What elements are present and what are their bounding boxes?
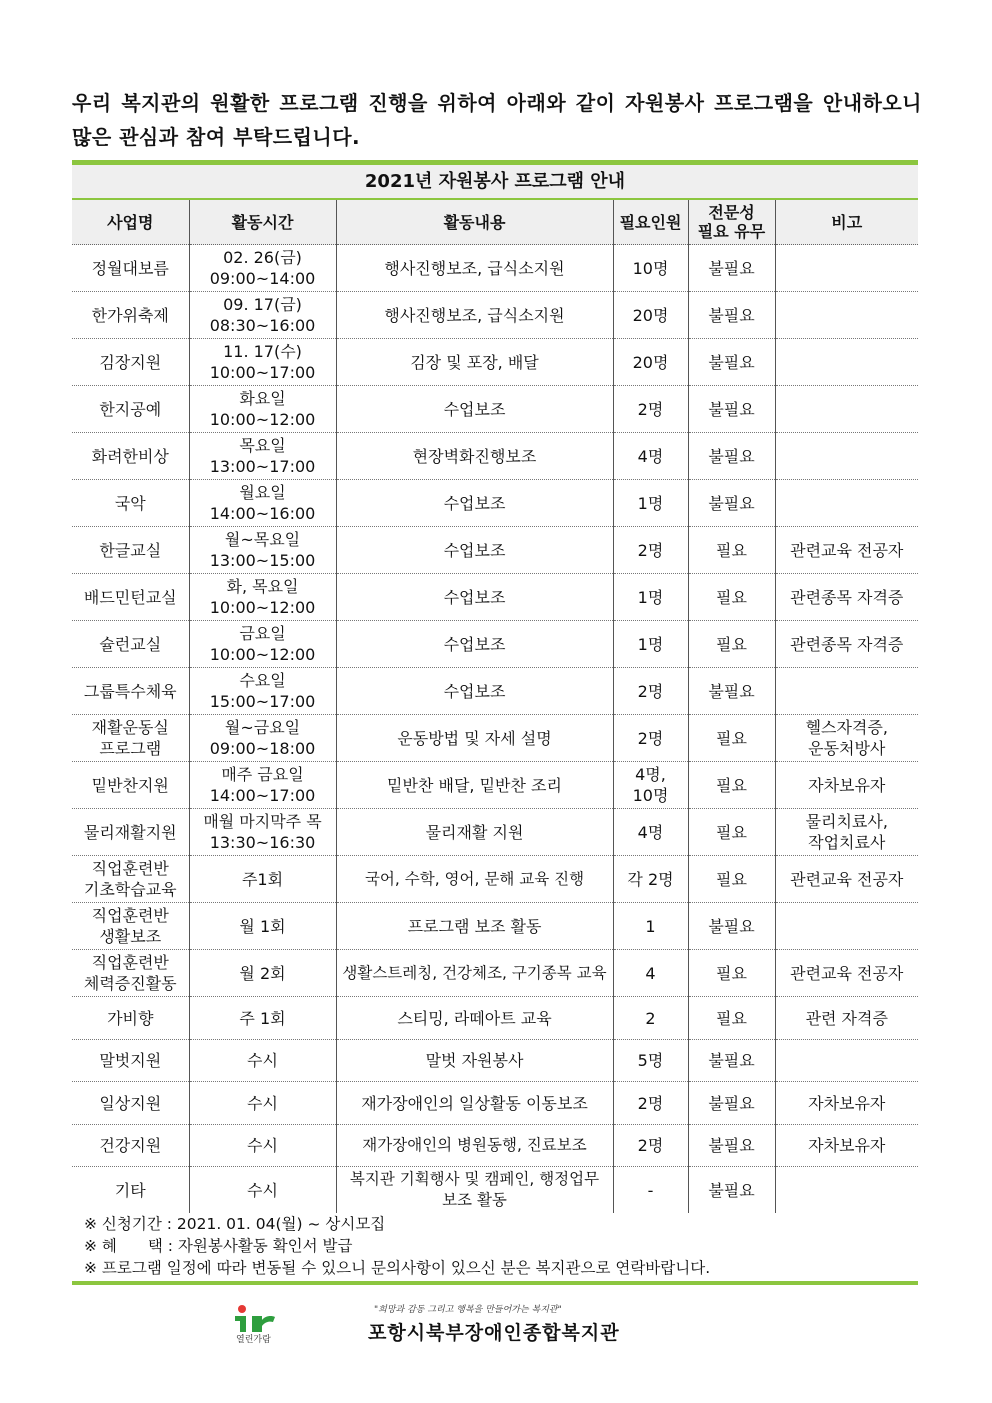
cell-content: 행사진행보조, 급식소지원 [336, 292, 613, 339]
cell-name: 직업훈련반 기초학습교육 [72, 856, 189, 903]
cell-time: 09. 17(금) 08:30~16:00 [189, 292, 336, 339]
program-table-container [72, 160, 918, 1213]
cell-people: 4명, 10명 [613, 762, 688, 809]
table-row [72, 1125, 918, 1167]
cell-name: 직업훈련반 생활보조 [72, 903, 189, 950]
cell-note: 자차보유자 [775, 762, 918, 809]
cell-people: 4 [613, 950, 688, 997]
cell-time: 화요일 10:00~12:00 [189, 386, 336, 433]
table-row [72, 621, 918, 668]
table-row [72, 1082, 918, 1125]
cell-time: 수시 [189, 1167, 336, 1214]
cell-expert: 필요 [688, 950, 775, 997]
cell-content: 행사진행보조, 급식소지원 [336, 245, 613, 292]
cell-note [775, 480, 918, 527]
cell-time: 11. 17(수) 10:00~17:00 [189, 339, 336, 386]
table-row [72, 856, 918, 903]
cell-expert: 필요 [688, 574, 775, 621]
cell-note: 관련종목 자격증 [775, 621, 918, 668]
cell-note [775, 433, 918, 480]
cell-name: 국악 [72, 480, 189, 527]
cell-content: 밑반찬 배달, 밑반찬 조리 [336, 762, 613, 809]
cell-name: 한가위축제 [72, 292, 189, 339]
cell-content: 수업보조 [336, 480, 613, 527]
cell-people: 1명 [613, 574, 688, 621]
cell-content: 수업보조 [336, 574, 613, 621]
table-row [72, 809, 918, 856]
cell-name: 한글교실 [72, 527, 189, 574]
table-row [72, 903, 918, 950]
cell-expert: 불필요 [688, 245, 775, 292]
cell-people: - [613, 1167, 688, 1214]
header-note: 비고 [775, 200, 918, 245]
table-row [72, 480, 918, 527]
cell-name: 배드민턴교실 [72, 574, 189, 621]
cell-people: 5명 [613, 1040, 688, 1082]
cell-time: 화, 목요일 10:00~12:00 [189, 574, 336, 621]
table-row [72, 245, 918, 292]
cell-time: 매월 마지막주 목 13:30~16:30 [189, 809, 336, 856]
table-row [72, 292, 918, 339]
cell-people: 4명 [613, 809, 688, 856]
cell-content: 말벗 자원봉사 [336, 1040, 613, 1082]
table-header-row [72, 200, 918, 245]
table-row [72, 339, 918, 386]
cell-time: 02. 26(금) 09:00~14:00 [189, 245, 336, 292]
cell-people: 2명 [613, 668, 688, 715]
cell-time: 월~목요일 13:00~15:00 [189, 527, 336, 574]
cell-expert: 필요 [688, 715, 775, 762]
cell-expert: 불필요 [688, 433, 775, 480]
cell-content: 프로그램 보조 활동 [336, 903, 613, 950]
header-people: 필요인원 [613, 200, 688, 245]
cell-name: 물리재활지원 [72, 809, 189, 856]
cell-time: 월 1회 [189, 903, 336, 950]
cell-time: 수시 [189, 1082, 336, 1125]
cell-expert: 필요 [688, 997, 775, 1040]
note-application-period: ※ 신청기간 : 2021. 01. 04(월) ~ 상시모집 [84, 1215, 386, 1233]
table-row [72, 574, 918, 621]
header-time: 활동시간 [189, 200, 336, 245]
note-schedule-change: ※ 프로그램 일정에 따라 변동될 수 있으니 문의사항이 있으신 분은 복지관으로 연락바랍니다. [84, 1259, 711, 1277]
cell-time: 월 2회 [189, 950, 336, 997]
header-name: 사업명 [72, 200, 189, 245]
cell-people: 1명 [613, 480, 688, 527]
organization-name: 포항시북부장애인종합복지관 [368, 1322, 620, 1344]
cell-people: 2명 [613, 386, 688, 433]
cell-note: 물리치료사, 작업치료사 [775, 809, 918, 856]
cell-note [775, 1167, 918, 1214]
cell-content: 현장벽화진행보조 [336, 433, 613, 480]
cell-expert: 불필요 [688, 386, 775, 433]
cell-note [775, 339, 918, 386]
table-row [72, 1167, 918, 1214]
cell-expert: 필요 [688, 856, 775, 903]
cell-expert: 불필요 [688, 292, 775, 339]
cell-people: 4명 [613, 433, 688, 480]
table-row [72, 950, 918, 997]
cell-people: 20명 [613, 292, 688, 339]
cell-content: 수업보조 [336, 527, 613, 574]
cell-time: 금요일 10:00~12:00 [189, 621, 336, 668]
cell-note [775, 903, 918, 950]
cell-content: 수업보조 [336, 386, 613, 433]
cell-time: 수요일 15:00~17:00 [189, 668, 336, 715]
table-row [72, 433, 918, 480]
table-body [72, 245, 918, 1214]
cell-time: 월요일 14:00~16:00 [189, 480, 336, 527]
header-expert: 전문성 필요 유무 [688, 200, 775, 245]
cell-name: 그룹특수체육 [72, 668, 189, 715]
note-benefit: ※ 혜 택 : 자원봉사활동 확인서 발급 [84, 1237, 353, 1255]
table-row [72, 997, 918, 1040]
cell-time: 매주 금요일 14:00~17:00 [189, 762, 336, 809]
table-row [72, 527, 918, 574]
cell-name: 건강지원 [72, 1125, 189, 1167]
cell-people: 1 [613, 903, 688, 950]
cell-content: 수업보조 [336, 668, 613, 715]
cell-name: 김장지원 [72, 339, 189, 386]
table-row [72, 1040, 918, 1082]
cell-note: 헬스자격증, 운동처방사 [775, 715, 918, 762]
cell-name: 직업훈련반 체력증진활동 [72, 950, 189, 997]
table-row [72, 668, 918, 715]
cell-people: 10명 [613, 245, 688, 292]
cell-name: 화려한비상 [72, 433, 189, 480]
cell-expert: 불필요 [688, 339, 775, 386]
cell-note [775, 1040, 918, 1082]
cell-content: 스티밍, 라떼아트 교육 [336, 997, 613, 1040]
footer-bar [72, 1281, 918, 1285]
cell-people: 20명 [613, 339, 688, 386]
cell-expert: 필요 [688, 762, 775, 809]
cell-people: 2명 [613, 527, 688, 574]
cell-time: 주 1회 [189, 997, 336, 1040]
cell-people: 2 [613, 997, 688, 1040]
cell-content: 재가장애인의 일상활동 이동보조 [336, 1082, 613, 1125]
cell-content: 복지관 기획행사 및 캠페인, 행정업무 보조 활동 [336, 1167, 613, 1214]
slogan: "희망과 감동 그리고 행복을 만들어가는 복지관" [374, 1305, 562, 1315]
cell-name: 가비향 [72, 997, 189, 1040]
cell-people: 각 2명 [613, 856, 688, 903]
cell-people: 2명 [613, 1082, 688, 1125]
cell-note [775, 386, 918, 433]
cell-note: 관련교육 전공자 [775, 527, 918, 574]
cell-content: 재가장애인의 병원동행, 진료보조 [336, 1125, 613, 1167]
cell-expert: 불필요 [688, 1082, 775, 1125]
cell-name: 기타 [114, 1180, 146, 1200]
cell-content: 물리재활 지원 [336, 809, 613, 856]
cell-people: 2명 [613, 715, 688, 762]
cell-time: 주1회 [189, 856, 336, 903]
cell-people: 2명 [613, 1125, 688, 1167]
cell-expert: 필요 [688, 621, 775, 668]
cell-expert: 불필요 [688, 1125, 775, 1167]
cell-name: 말벗지원 [72, 1040, 189, 1082]
table-title: 2021년 자원봉사 프로그램 안내 [72, 165, 918, 200]
table-row [72, 762, 918, 809]
cell-note: 자차보유자 [775, 1125, 918, 1167]
cell-note: 관련교육 전공자 [775, 856, 918, 903]
program-table [72, 200, 918, 1213]
cell-expert: 필요 [688, 527, 775, 574]
cell-name: 정월대보름 [72, 245, 189, 292]
cell-expert: 불필요 [688, 1167, 775, 1214]
cell-note: 관련교육 전공자 [775, 950, 918, 997]
cell-time: 목요일 13:00~17:00 [189, 433, 336, 480]
cell-note: 관련종목 자격증 [775, 574, 918, 621]
cell-time: 월~금요일 09:00~18:00 [189, 715, 336, 762]
cell-note: 자차보유자 [775, 1082, 918, 1125]
intro-paragraph: 우리 복지관의 원활한 프로그램 진행을 위하여 아래와 같이 자원봉사 프로그램을 안내하오니 많은 관심과 참여 부탁드립니다. [72, 91, 922, 149]
cell-name: 재활운동실 프로그램 [72, 715, 189, 762]
cell-expert: 필요 [688, 809, 775, 856]
cell-name: 슐런교실 [72, 621, 189, 668]
cell-time: 수시 [189, 1125, 336, 1167]
table-row [72, 715, 918, 762]
cell-name: 밑반찬지원 [72, 762, 189, 809]
cell-content: 운동방법 및 자세 설명 [336, 715, 613, 762]
cell-content: 김장 및 포장, 배달 [336, 339, 613, 386]
cell-people: 1명 [613, 621, 688, 668]
cell-note: 관련 자격증 [775, 997, 918, 1040]
cell-time: 수시 [189, 1040, 336, 1082]
cell-content: 수업보조 [336, 621, 613, 668]
cell-content: 생활스트레칭, 건강체조, 구기종목 교육 [336, 950, 613, 997]
cell-name: 일상지원 [72, 1082, 189, 1125]
cell-expert: 불필요 [688, 668, 775, 715]
cell-content: 국어, 수학, 영어, 문해 교육 진행 [336, 856, 613, 903]
cell-expert: 불필요 [688, 1040, 775, 1082]
cell-expert: 불필요 [688, 903, 775, 950]
cell-note [775, 668, 918, 715]
header-content: 활동내용 [336, 200, 613, 245]
cell-note [775, 292, 918, 339]
cell-expert: 불필요 [688, 480, 775, 527]
cell-note [775, 245, 918, 292]
logo-text: 열린가람 [236, 1335, 271, 1345]
notes [84, 1213, 710, 1279]
cell-name: 한지공예 [72, 386, 189, 433]
table-row [72, 386, 918, 433]
